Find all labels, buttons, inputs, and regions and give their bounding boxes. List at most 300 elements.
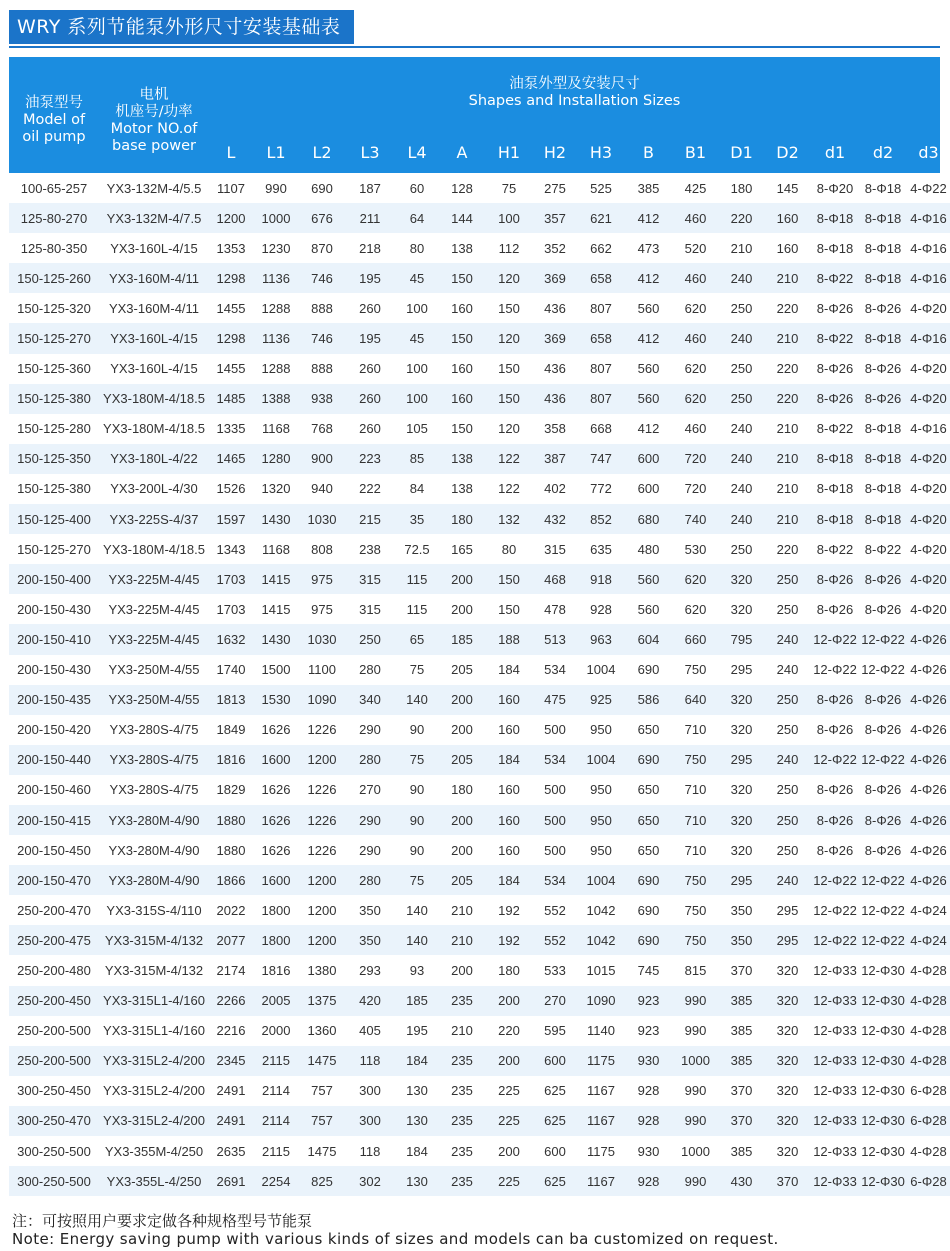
dimension-cell: 600 bbox=[533, 1046, 577, 1076]
dimension-cell: 560 bbox=[625, 384, 672, 414]
dimension-cell: 370 bbox=[719, 1076, 764, 1106]
dimension-cell: 473 bbox=[625, 233, 672, 263]
dimension-cell: 210 bbox=[439, 895, 485, 925]
dimension-cell: 1626 bbox=[253, 715, 299, 745]
dimension-cell: 357 bbox=[533, 203, 577, 233]
dimension-cell: 1000 bbox=[253, 203, 299, 233]
dimension-cell: 662 bbox=[577, 233, 625, 263]
dimension-cell: 420 bbox=[345, 986, 395, 1016]
dimension-cell: 8-Φ22 bbox=[811, 414, 859, 444]
dimension-cell: 1042 bbox=[577, 925, 625, 955]
dimension-cell: 350 bbox=[345, 895, 395, 925]
dimension-cell: 8-Φ26 bbox=[811, 685, 859, 715]
dimension-cell: 460 bbox=[672, 263, 719, 293]
dimension-cell: 235 bbox=[439, 1106, 485, 1136]
dimension-cell: 1703 bbox=[209, 564, 253, 594]
model-cell: 150-125-270 bbox=[9, 534, 99, 564]
dimension-cell: 12-Φ30 bbox=[859, 1136, 907, 1166]
dimension-cell: 990 bbox=[253, 173, 299, 203]
dimension-cell: 1880 bbox=[209, 805, 253, 835]
dimension-cell: 1168 bbox=[253, 414, 299, 444]
dimension-cell: 75 bbox=[395, 655, 439, 685]
dimension-cell: 625 bbox=[533, 1166, 577, 1196]
model-cell: 150-125-380 bbox=[9, 384, 99, 414]
dimension-cell: 200 bbox=[439, 715, 485, 745]
dimension-cell: 1600 bbox=[253, 745, 299, 775]
dimension-cell: 222 bbox=[345, 474, 395, 504]
dimension-cell: 220 bbox=[764, 293, 811, 323]
model-cell: 150-125-360 bbox=[9, 354, 99, 384]
dimension-cell: 370 bbox=[764, 1166, 811, 1196]
dimension-cell: 2345 bbox=[209, 1046, 253, 1076]
dimension-cell: 8-Φ18 bbox=[859, 444, 907, 474]
dimension-cell: 1298 bbox=[209, 263, 253, 293]
dimension-cell: 150 bbox=[439, 323, 485, 353]
column-header-d2: d2 bbox=[872, 143, 894, 162]
dimension-cell: 4-Φ28 bbox=[907, 955, 950, 985]
model-cell: 200-150-460 bbox=[9, 775, 99, 805]
dimension-cell: 1107 bbox=[209, 173, 253, 203]
dimension-cell: 160 bbox=[764, 203, 811, 233]
dimension-cell: 235 bbox=[439, 1136, 485, 1166]
dimension-cell: 8-Φ26 bbox=[811, 835, 859, 865]
dimension-cell: 4-Φ28 bbox=[907, 1046, 950, 1076]
dimension-cell: 8-Φ26 bbox=[811, 384, 859, 414]
dimension-cell: 235 bbox=[439, 986, 485, 1016]
motor-cell: YX3-132M-4/7.5 bbox=[99, 203, 209, 233]
dimension-cell: 90 bbox=[395, 775, 439, 805]
table-row bbox=[9, 594, 950, 624]
dimension-cell: 1200 bbox=[299, 745, 345, 775]
dimension-cell: 210 bbox=[764, 474, 811, 504]
dimension-cell: 210 bbox=[439, 1016, 485, 1046]
dimension-cell: 8-Φ18 bbox=[859, 504, 907, 534]
dimension-cell: 130 bbox=[395, 1106, 439, 1136]
dimension-cell: 930 bbox=[625, 1136, 672, 1166]
dimension-cell: 4-Φ20 bbox=[907, 504, 950, 534]
dimension-cell: 12-Φ22 bbox=[859, 745, 907, 775]
dimension-cell: 525 bbox=[577, 173, 625, 203]
dimension-cell: 160 bbox=[439, 384, 485, 414]
dimension-cell: 8-Φ26 bbox=[811, 564, 859, 594]
dimension-cell: 2635 bbox=[209, 1136, 253, 1166]
dimension-cell: 12-Φ22 bbox=[859, 895, 907, 925]
dimension-cell: 1226 bbox=[299, 835, 345, 865]
dimension-cell: 64 bbox=[395, 203, 439, 233]
dimension-cell: 1849 bbox=[209, 715, 253, 745]
dimension-cell: 210 bbox=[439, 925, 485, 955]
dimension-cell: 552 bbox=[533, 925, 577, 955]
dimension-cell: 1000 bbox=[672, 1046, 719, 1076]
table-row bbox=[9, 805, 950, 835]
model-cell: 300-250-500 bbox=[9, 1136, 99, 1166]
dimension-cell: 195 bbox=[395, 1016, 439, 1046]
motor-cell: YX3-132M-4/5.5 bbox=[99, 173, 209, 203]
dimension-cell: 200 bbox=[439, 685, 485, 715]
dimension-cell: 990 bbox=[672, 1076, 719, 1106]
dimension-cell: 12-Φ30 bbox=[859, 1166, 907, 1196]
dimension-cell: 12-Φ30 bbox=[859, 986, 907, 1016]
dimension-cell: 8-Φ26 bbox=[859, 564, 907, 594]
dimension-cell: 130 bbox=[395, 1076, 439, 1106]
dimension-cell: 8-Φ26 bbox=[859, 384, 907, 414]
dimension-cell: 950 bbox=[577, 835, 625, 865]
table-row bbox=[9, 354, 950, 384]
dimension-cell: 205 bbox=[439, 655, 485, 685]
dimension-cell: 225 bbox=[485, 1076, 533, 1106]
dimension-cell: 621 bbox=[577, 203, 625, 233]
dimension-cell: 8-Φ18 bbox=[859, 323, 907, 353]
dimension-cell: 80 bbox=[485, 534, 533, 564]
dimension-cell: 2491 bbox=[209, 1106, 253, 1136]
table-row bbox=[9, 775, 950, 805]
dimension-cell: 280 bbox=[345, 745, 395, 775]
dimension-cell: 370 bbox=[719, 1106, 764, 1136]
dimension-cell: 2114 bbox=[253, 1076, 299, 1106]
dimension-cell: 1015 bbox=[577, 955, 625, 985]
dimension-cell: 210 bbox=[764, 263, 811, 293]
dimension-cell: 8-Φ20 bbox=[811, 173, 859, 203]
dimension-cell: 90 bbox=[395, 805, 439, 835]
dimension-cell: 8-Φ22 bbox=[811, 263, 859, 293]
dimension-cell: 210 bbox=[764, 414, 811, 444]
dimension-cell: 12-Φ22 bbox=[811, 624, 859, 654]
dimension-cell: 250 bbox=[764, 685, 811, 715]
dimension-cell: 1430 bbox=[253, 624, 299, 654]
dimension-cell: 270 bbox=[533, 986, 577, 1016]
dimension-cell: 768 bbox=[299, 414, 345, 444]
dimension-cell: 1280 bbox=[253, 444, 299, 474]
dimension-cell: 4-Φ16 bbox=[907, 414, 950, 444]
dimension-cell: 1042 bbox=[577, 895, 625, 925]
motor-cell: YX3-315M-4/132 bbox=[99, 955, 209, 985]
motor-cell: YX3-180M-4/18.5 bbox=[99, 414, 209, 444]
dimension-cell: 150 bbox=[485, 354, 533, 384]
dimension-cell: 235 bbox=[439, 1166, 485, 1196]
dimension-cell: 290 bbox=[345, 835, 395, 865]
dimension-cell: 293 bbox=[345, 955, 395, 985]
dimension-cell: 2115 bbox=[253, 1136, 299, 1166]
column-header-l3: L3 bbox=[360, 143, 380, 162]
dimension-cell: 240 bbox=[719, 504, 764, 534]
dimension-cell: 85 bbox=[395, 444, 439, 474]
motor-header-en-2: base power bbox=[112, 138, 196, 154]
dimension-cell: 1288 bbox=[253, 293, 299, 323]
dimension-cell: 436 bbox=[533, 354, 577, 384]
dimension-cell: 1380 bbox=[299, 955, 345, 985]
table-row bbox=[9, 444, 950, 474]
dimension-cell: 100 bbox=[395, 384, 439, 414]
dimension-cell: 928 bbox=[625, 1106, 672, 1136]
dimension-cell: 1226 bbox=[299, 805, 345, 835]
model-cell: 200-150-420 bbox=[9, 715, 99, 745]
dimension-cell: 1175 bbox=[577, 1136, 625, 1166]
dimension-cell: 12-Φ33 bbox=[811, 1076, 859, 1106]
dimension-cell: 8-Φ26 bbox=[811, 775, 859, 805]
dimension-cell: 757 bbox=[299, 1076, 345, 1106]
dimension-cell: 900 bbox=[299, 444, 345, 474]
dimension-cell: 184 bbox=[395, 1046, 439, 1076]
dimension-cell: 290 bbox=[345, 805, 395, 835]
page-title: WRY 系列节能泵外形尺寸安装基础表 bbox=[9, 10, 354, 44]
dimension-cell: 1430 bbox=[253, 504, 299, 534]
dimension-cell: 1090 bbox=[577, 986, 625, 1016]
note-cn: 注：可按照用户要求定做各种规格型号节能泵 bbox=[12, 1212, 313, 1230]
dimension-cell: 60 bbox=[395, 173, 439, 203]
dimension-cell: 295 bbox=[764, 895, 811, 925]
dimension-cell: 160 bbox=[485, 805, 533, 835]
dimension-cell: 8-Φ26 bbox=[811, 293, 859, 323]
dimension-cell: 436 bbox=[533, 384, 577, 414]
column-header-d3: d3 bbox=[918, 143, 939, 162]
dimension-cell: 2005 bbox=[253, 986, 299, 1016]
dimension-cell: 8-Φ18 bbox=[859, 203, 907, 233]
dimension-cell: 990 bbox=[672, 1016, 719, 1046]
dimension-cell: 668 bbox=[577, 414, 625, 444]
dimension-cell: 238 bbox=[345, 534, 395, 564]
dimension-cell: 710 bbox=[672, 775, 719, 805]
dimension-cell: 185 bbox=[439, 624, 485, 654]
model-cell: 200-150-430 bbox=[9, 655, 99, 685]
dimension-cell: 1100 bbox=[299, 655, 345, 685]
model-cell: 150-125-380 bbox=[9, 474, 99, 504]
dimension-cell: 240 bbox=[719, 444, 764, 474]
dimension-cell: 12-Φ30 bbox=[859, 1106, 907, 1136]
note-en: Note: Energy saving pump with various kinds of sizes and models can ba customized on request. bbox=[12, 1230, 779, 1248]
dimension-cell: 1829 bbox=[209, 775, 253, 805]
dimension-cell: 320 bbox=[719, 564, 764, 594]
dimension-cell: 250 bbox=[764, 594, 811, 624]
dimension-cell: 160 bbox=[764, 233, 811, 263]
table-row bbox=[9, 1136, 950, 1166]
dimension-cell: 4-Φ20 bbox=[907, 594, 950, 624]
dimension-cell: 795 bbox=[719, 624, 764, 654]
motor-cell: YX3-160L-4/15 bbox=[99, 233, 209, 263]
dimension-cell: 2000 bbox=[253, 1016, 299, 1046]
dimension-cell: 320 bbox=[719, 685, 764, 715]
dimension-cell: 650 bbox=[625, 775, 672, 805]
dimension-cell: 950 bbox=[577, 805, 625, 835]
dimension-cell: 320 bbox=[719, 805, 764, 835]
dimension-cell: 350 bbox=[345, 925, 395, 955]
dimension-cell: 475 bbox=[533, 685, 577, 715]
dimension-cell: 320 bbox=[764, 1076, 811, 1106]
dimension-cell: 180 bbox=[439, 775, 485, 805]
dimension-cell: 144 bbox=[439, 203, 485, 233]
dimension-cell: 12-Φ30 bbox=[859, 1076, 907, 1106]
dimension-cell: 12-Φ33 bbox=[811, 1016, 859, 1046]
motor-cell: YX3-225M-4/45 bbox=[99, 564, 209, 594]
dimension-cell: 352 bbox=[533, 233, 577, 263]
dimension-cell: 200 bbox=[439, 564, 485, 594]
column-header-h1: H1 bbox=[497, 143, 521, 162]
dimension-cell: 260 bbox=[345, 414, 395, 444]
dimension-cell: 320 bbox=[719, 835, 764, 865]
dimension-cell: 340 bbox=[345, 685, 395, 715]
dimension-cell: 604 bbox=[625, 624, 672, 654]
dimension-cell: 1200 bbox=[299, 895, 345, 925]
dimension-cell: 210 bbox=[764, 444, 811, 474]
dimension-cell: 112 bbox=[485, 233, 533, 263]
dimension-cell: 235 bbox=[439, 1076, 485, 1106]
dimension-cell: 690 bbox=[625, 655, 672, 685]
dimension-cell: 240 bbox=[764, 655, 811, 685]
table-row bbox=[9, 685, 950, 715]
model-cell: 200-150-435 bbox=[9, 685, 99, 715]
dimension-cell: 132 bbox=[485, 504, 533, 534]
dimension-cell: 300 bbox=[345, 1076, 395, 1106]
dimension-cell: 4-Φ26 bbox=[907, 775, 950, 805]
table-row bbox=[9, 895, 950, 925]
dimension-cell: 4-Φ20 bbox=[907, 474, 950, 504]
dimension-cell: 4-Φ26 bbox=[907, 745, 950, 775]
dimension-cell: 160 bbox=[485, 835, 533, 865]
dimension-cell: 1475 bbox=[299, 1046, 345, 1076]
table-row bbox=[9, 534, 950, 564]
dimension-cell: 8-Φ22 bbox=[811, 323, 859, 353]
dimension-cell: 1175 bbox=[577, 1046, 625, 1076]
dimension-cell: 625 bbox=[533, 1106, 577, 1136]
dimension-cell: 1353 bbox=[209, 233, 253, 263]
dimension-cell: 888 bbox=[299, 293, 345, 323]
dimension-cell: 8-Φ26 bbox=[859, 594, 907, 624]
dimension-cell: 358 bbox=[533, 414, 577, 444]
model-cell: 300-250-450 bbox=[9, 1076, 99, 1106]
column-header-b1: B1 bbox=[684, 143, 707, 162]
dimension-cell: 436 bbox=[533, 293, 577, 323]
motor-cell: YX3-315M-4/132 bbox=[99, 925, 209, 955]
dimension-cell: 928 bbox=[625, 1076, 672, 1106]
dimension-cell: 223 bbox=[345, 444, 395, 474]
dimension-cell: 530 bbox=[672, 534, 719, 564]
dimension-cell: 1230 bbox=[253, 233, 299, 263]
dimension-cell: 65 bbox=[395, 624, 439, 654]
motor-cell: YX3-280M-4/90 bbox=[99, 805, 209, 835]
dimension-cell: 1597 bbox=[209, 504, 253, 534]
dimension-cell: 1000 bbox=[672, 1136, 719, 1166]
dimension-cell: 140 bbox=[395, 925, 439, 955]
dimension-cell: 430 bbox=[719, 1166, 764, 1196]
dimension-cell: 928 bbox=[625, 1166, 672, 1196]
column-header-b: B bbox=[643, 143, 654, 162]
table-row bbox=[9, 173, 950, 203]
motor-header-en-1: Motor NO.of bbox=[110, 121, 198, 137]
dimension-cell: 990 bbox=[672, 986, 719, 1016]
dimension-cell: 1816 bbox=[253, 955, 299, 985]
dimension-cell: 720 bbox=[672, 474, 719, 504]
dimension-cell: 290 bbox=[345, 715, 395, 745]
dimension-cell: 412 bbox=[625, 414, 672, 444]
dimension-cell: 1880 bbox=[209, 835, 253, 865]
dimension-cell: 369 bbox=[533, 263, 577, 293]
table-row bbox=[9, 1166, 950, 1196]
dimension-cell: 315 bbox=[345, 594, 395, 624]
dimension-cell: 825 bbox=[299, 1166, 345, 1196]
dimension-cell: 750 bbox=[672, 655, 719, 685]
dimension-cell: 1168 bbox=[253, 534, 299, 564]
table-row bbox=[9, 233, 950, 263]
dimension-cell: 4-Φ16 bbox=[907, 323, 950, 353]
column-header-d1: d1 bbox=[824, 143, 846, 162]
dimension-cell: 595 bbox=[533, 1016, 577, 1046]
dimension-cell: 1475 bbox=[299, 1136, 345, 1166]
dimension-cell: 4-Φ20 bbox=[907, 534, 950, 564]
dimension-cell: 1136 bbox=[253, 323, 299, 353]
dimension-cell: 1740 bbox=[209, 655, 253, 685]
dimension-cell: 600 bbox=[533, 1136, 577, 1166]
dimension-cell: 2174 bbox=[209, 955, 253, 985]
dimension-cell: 211 bbox=[345, 203, 395, 233]
dimension-cell: 140 bbox=[395, 895, 439, 925]
dimension-cell: 387 bbox=[533, 444, 577, 474]
dimension-cell: 990 bbox=[672, 1106, 719, 1136]
dimension-cell: 8-Φ26 bbox=[859, 354, 907, 384]
motor-cell: YX3-180M-4/18.5 bbox=[99, 534, 209, 564]
title-divider bbox=[9, 46, 940, 48]
dimension-cell: 1226 bbox=[299, 775, 345, 805]
dimension-cell: 250 bbox=[719, 354, 764, 384]
data-table bbox=[9, 173, 950, 1196]
dimension-cell: 635 bbox=[577, 534, 625, 564]
model-cell: 300-250-500 bbox=[9, 1166, 99, 1196]
dimension-cell: 1632 bbox=[209, 624, 253, 654]
motor-cell: YX3-250M-4/55 bbox=[99, 655, 209, 685]
dimension-cell: 852 bbox=[577, 504, 625, 534]
dimension-cell: 923 bbox=[625, 986, 672, 1016]
dimension-cell: 184 bbox=[395, 1136, 439, 1166]
dimension-cell: 302 bbox=[345, 1166, 395, 1196]
dimension-cell: 460 bbox=[672, 323, 719, 353]
dimension-cell: 385 bbox=[719, 1016, 764, 1046]
dimension-cell: 12-Φ22 bbox=[811, 655, 859, 685]
model-cell: 200-150-415 bbox=[9, 805, 99, 835]
dimension-cell: 690 bbox=[625, 865, 672, 895]
dimension-cell: 680 bbox=[625, 504, 672, 534]
dimension-cell: 560 bbox=[625, 594, 672, 624]
dimension-cell: 370 bbox=[719, 955, 764, 985]
table-row bbox=[9, 1016, 950, 1046]
dimension-cell: 200 bbox=[485, 986, 533, 1016]
dimension-cell: 2114 bbox=[253, 1106, 299, 1136]
dimension-cell: 260 bbox=[345, 293, 395, 323]
dimension-cell: 1485 bbox=[209, 384, 253, 414]
dimension-cell: 45 bbox=[395, 323, 439, 353]
dimension-cell: 888 bbox=[299, 354, 345, 384]
model-cell: 150-125-280 bbox=[9, 414, 99, 444]
table-row bbox=[9, 293, 950, 323]
dimension-cell: 260 bbox=[345, 354, 395, 384]
dimension-cell: 620 bbox=[672, 384, 719, 414]
dimension-cell: 1415 bbox=[253, 594, 299, 624]
dimension-cell: 650 bbox=[625, 805, 672, 835]
table-row bbox=[9, 745, 950, 775]
dimension-cell: 586 bbox=[625, 685, 672, 715]
dimension-cell: 320 bbox=[764, 986, 811, 1016]
dimension-cell: 120 bbox=[485, 263, 533, 293]
dimension-cell: 250 bbox=[719, 534, 764, 564]
dimension-cell: 500 bbox=[533, 805, 577, 835]
dimension-cell: 6-Φ28 bbox=[907, 1076, 950, 1106]
dimension-cell: 1004 bbox=[577, 655, 625, 685]
dimension-cell: 200 bbox=[485, 1136, 533, 1166]
dimension-cell: 12-Φ22 bbox=[811, 925, 859, 955]
dimension-cell: 225 bbox=[485, 1166, 533, 1196]
dimension-cell: 72.5 bbox=[395, 534, 439, 564]
dimension-cell: 690 bbox=[625, 745, 672, 775]
model-cell: 125-80-270 bbox=[9, 203, 99, 233]
dimension-cell: 350 bbox=[719, 895, 764, 925]
dimension-cell: 620 bbox=[672, 564, 719, 594]
